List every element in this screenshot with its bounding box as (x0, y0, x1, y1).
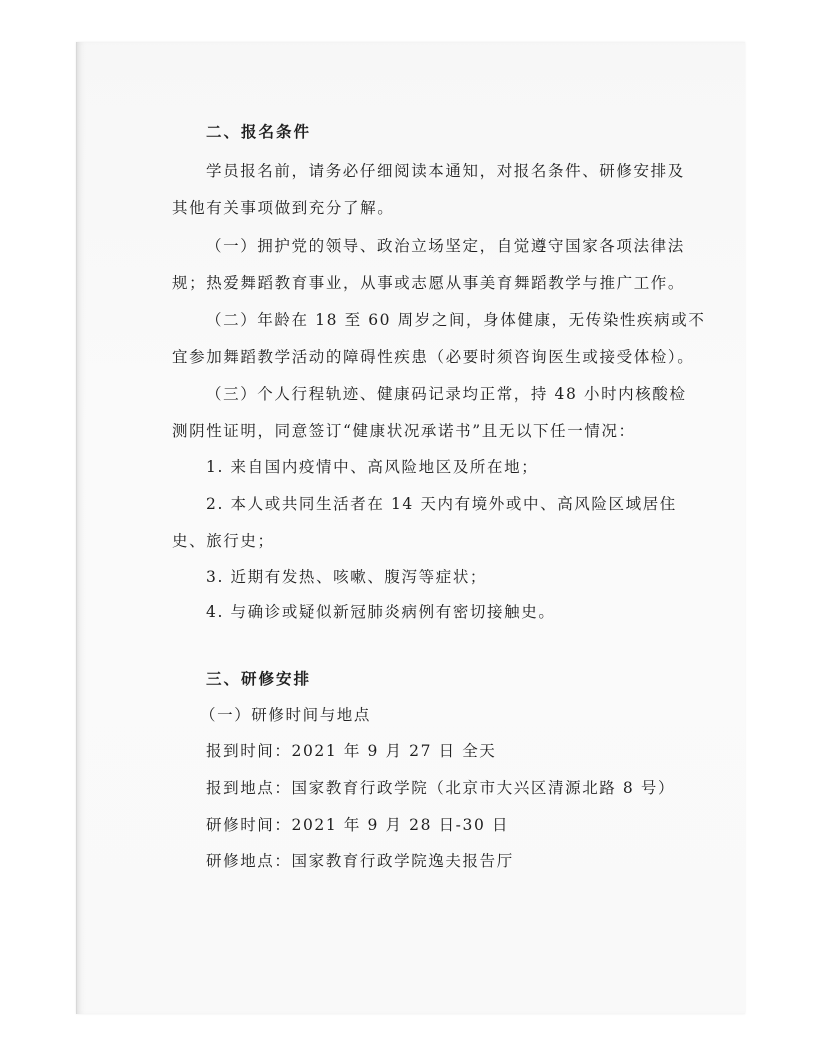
condition-1-line2: 规；热爱舞蹈教育事业，从事或志愿从事美育舞蹈教学与推广工作。 (172, 274, 686, 292)
exclusion-2-line2: 史、旅行史； (172, 532, 275, 550)
exclusion-4: 4. 与确诊或疑似新冠肺炎病例有密切接触史。 (206, 603, 556, 621)
report-place: 报到地点：国家教育行政学院（北京市大兴区清源北路 8 号） (206, 779, 676, 797)
study-place: 研修地点：国家教育行政学院逸夫报告厅 (206, 852, 514, 870)
exclusion-3: 3. 近期有发热、咳嗽、腹泻等症状； (206, 568, 488, 586)
intro-paragraph-line1: 学员报名前，请务必仔细阅读本通知，对报名条件、研修安排及 (206, 162, 685, 180)
report-time: 报到时间：2021 年 9 月 27 日 全天 (206, 742, 497, 760)
condition-1-line1: （一）拥护党的领导、政治立场坚定，自觉遵守国家各项法律法 (206, 237, 685, 255)
exclusion-1: 1. 来自国内疫情中、高风险地区及所在地； (206, 458, 539, 476)
exclusion-2-line1: 2. 本人或共同生活者在 14 天内有境外或中、高风险区域居住 (206, 495, 677, 513)
condition-3-line2: 测阴性证明，同意签订“健康状况承诺书”且无以下任一情况： (172, 422, 636, 440)
intro-paragraph-line2: 其他有关事项做到充分了解。 (172, 199, 395, 217)
condition-2-line1: （二）年龄在 18 至 60 周岁之间，身体健康，无传染性疾病或不 (206, 311, 706, 329)
study-time: 研修时间：2021 年 9 月 28 日-30 日 (206, 816, 510, 834)
schedule-subheading: （一）研修时间与地点 (200, 706, 372, 724)
condition-3-line1: （三）个人行程轨迹、健康码记录均正常，持 48 小时内核酸检 (206, 385, 687, 403)
section-heading-registration: 二、报名条件 (206, 123, 312, 141)
condition-2-line2: 宜参加舞蹈教学活动的障碍性疾患（必要时须咨询医生或接受体检）。 (172, 348, 695, 366)
section-heading-schedule: 三、研修安排 (206, 670, 312, 688)
